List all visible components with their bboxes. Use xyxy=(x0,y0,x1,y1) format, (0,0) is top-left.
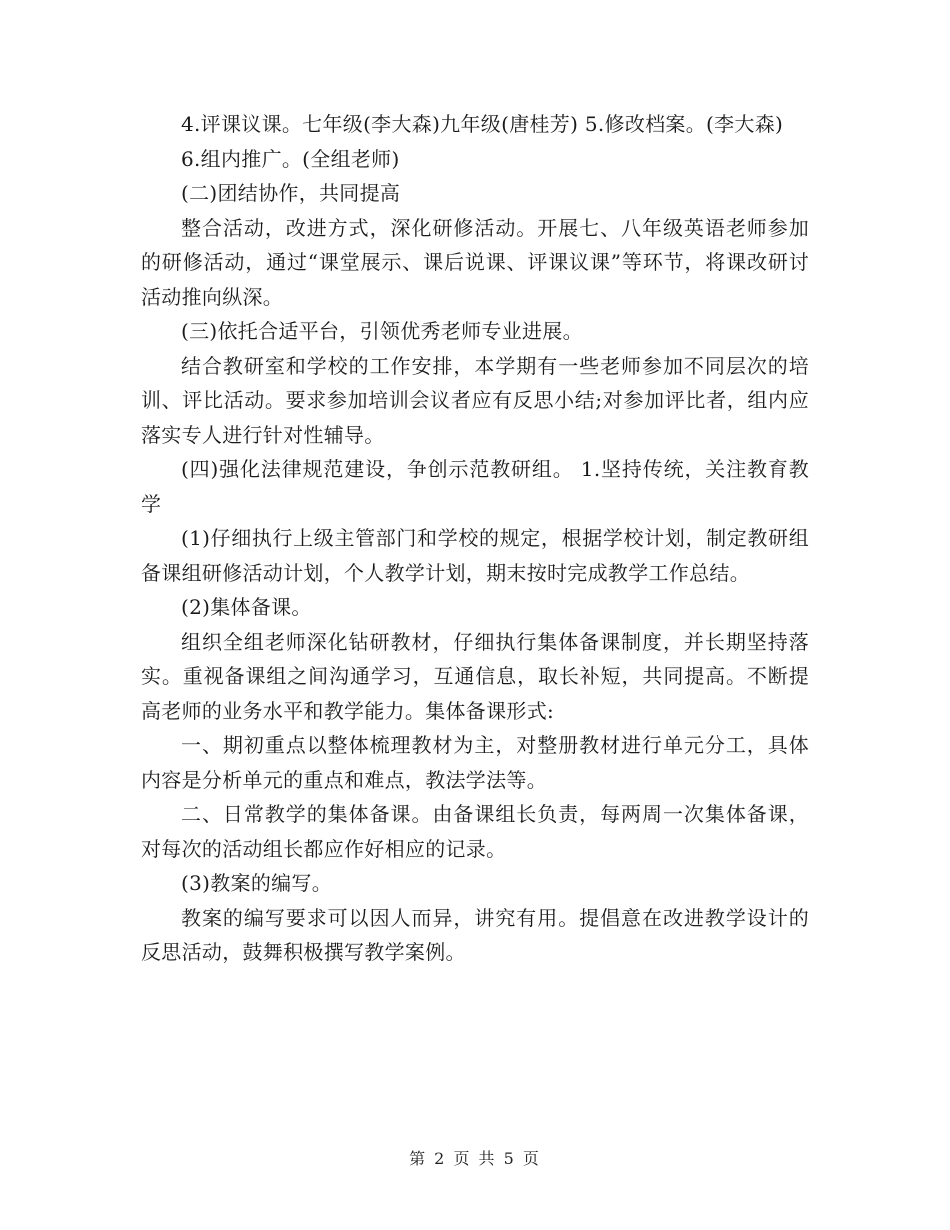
paragraph-6: 结合教研室和学校的工作安排，本学期有一些老师参加不同层次的培训、评比活动。要求参加培训会议者应有反思小结;对参加评比者，组内应落实专人进行针对性辅导。 xyxy=(141,353,809,447)
paragraph-14: 教案的编写要求可以因人而异，讲究有用。提倡意在改进教学设计的反思活动，鼓舞积极撰写教学案例。 xyxy=(141,905,809,964)
paragraph-1: 4.评课议课。七年级(李大森)九年级(唐桂芳) 5.修改档案。(李大森) xyxy=(181,112,784,136)
document-body xyxy=(141,107,809,970)
paragraph-7: (四)强化法律规范建设，争创示范教研组。 1.坚持传统，关注教育教学 xyxy=(141,457,809,516)
paragraph-12: 二、日常教学的集体备课。由备课组长负责，每两周一次集体备课，对每次的活动组长都应作好相应的记录。 xyxy=(141,802,809,861)
paragraph-2: 6.组内推广。(全组老师) xyxy=(181,146,400,171)
paragraph-8: (1)仔细执行上级主管部门和学校的规定，根据学校计划，制定教研组备课组研修活动计划，个人教学计划，期末按时完成教学工作总结。 xyxy=(141,526,809,585)
paragraph-9: (2)集体备课。 xyxy=(181,595,312,619)
paragraph-11: 一、期初重点以整体梳理教材为主，对整册教材进行单元分工，具体内容是分析单元的重点和难点，教法学法等。 xyxy=(141,733,809,792)
paragraph-5: (三)依托合适平台，引领优秀老师专业进展。 xyxy=(181,319,583,343)
paragraph-4: 整合活动，改进方式，深化研修活动。开展七、八年级英语老师参加的研修活动，通过“课堂展示、课后说课、评课议课”等环节，将课改研讨活动推向纵深。 xyxy=(141,215,809,309)
paragraph-10: 组织全组老师深化钻研教材，仔细执行集体备课制度，并长期坚持落实。重视备课组之间沟通学习，互通信息，取长补短，共同提高。不断提高老师的业务水平和教学能力。集体备课形式: xyxy=(141,629,809,723)
page-number-footer: 第 2 页 共 5 页 xyxy=(409,1149,541,1168)
paragraph-3: (二)团结协作，共同提高 xyxy=(181,181,401,205)
paragraph-13: (3)教案的编写。 xyxy=(181,871,333,895)
